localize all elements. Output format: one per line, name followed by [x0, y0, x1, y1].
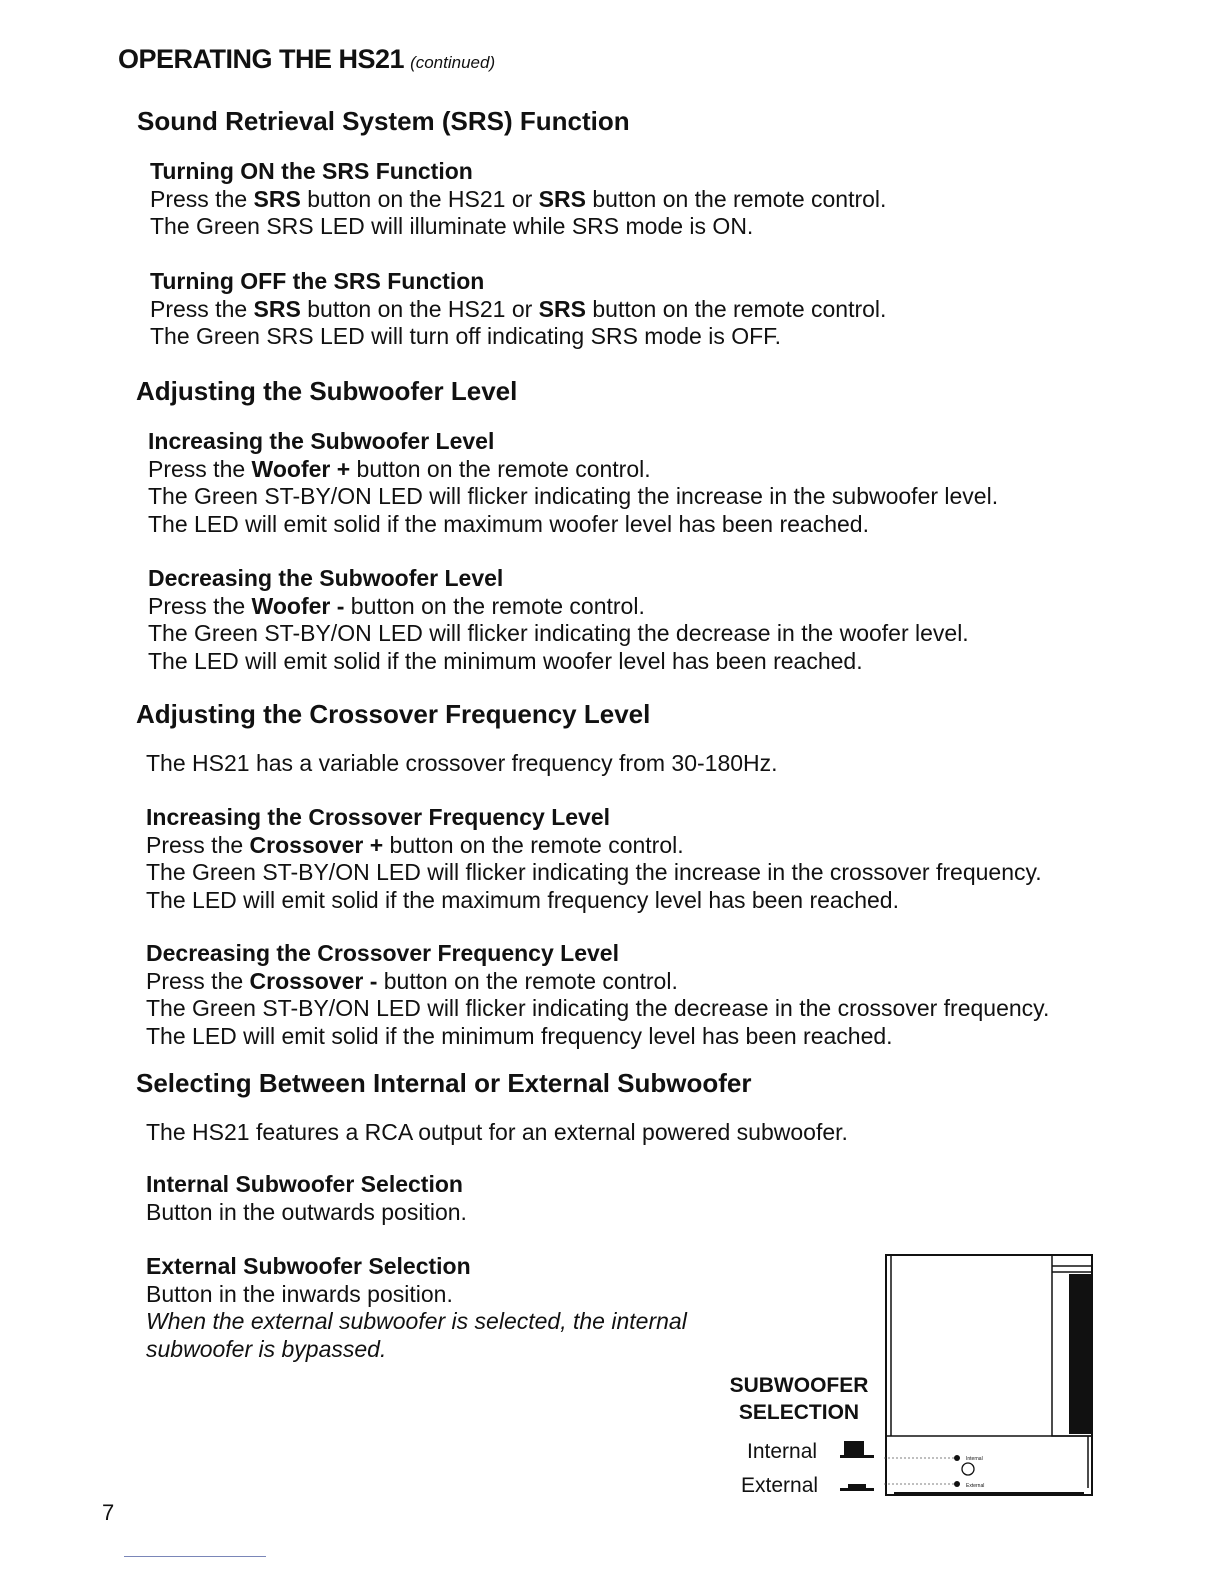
- internal-selection-block: [146, 1171, 467, 1226]
- tiny-internal-label: Internal: [966, 1456, 983, 1462]
- external-option-label: External: [741, 1474, 819, 1497]
- hs21-rear-panel-diagram: [884, 1254, 1096, 1500]
- crossover-intro: The HS21 has a variable crossover frequency from 30-180Hz.: [146, 750, 778, 776]
- page-title: [118, 44, 495, 75]
- internal-selection-title: Internal Subwoofer Selection: [146, 1171, 463, 1197]
- crossover-decrease-line1: Press the Crossover - button on the remote control.: [146, 967, 678, 994]
- crossover-heading: Adjusting the Crossover Frequency Level: [136, 699, 651, 729]
- srs-off-line1: Press the SRS button on the HS21 or SRS button on the remote control.: [150, 295, 887, 322]
- subwoofer-level-heading: Adjusting the Subwoofer Level: [136, 376, 518, 406]
- crossover-increase-block: [146, 804, 1042, 914]
- page-title-text: OPERATING THE HS21: [118, 44, 405, 74]
- cabinet-outline: [886, 1255, 1092, 1495]
- woofer-increase-block: [148, 428, 998, 538]
- selection-intro: The HS21 features a RCA output for an external powered subwoofer.: [146, 1119, 848, 1145]
- woofer-decrease-line1: Press the Woofer - button on the remote control.: [148, 592, 645, 619]
- button-position-icons: [836, 1440, 882, 1500]
- srs-off-block: [150, 268, 886, 351]
- tiny-external-label: External: [966, 1483, 985, 1489]
- selection-heading: Selecting Between Internal or External Subwoofer: [136, 1068, 752, 1098]
- srs-heading: Sound Retrieval System (SRS) Function: [137, 106, 630, 136]
- woofer-increase-line3: The LED will emit solid if the maximum woofer level has been reached.: [148, 510, 869, 537]
- button-inward-icon: [840, 1484, 874, 1491]
- woofer-decrease-line3: The LED will emit solid if the minimum woofer level has been reached.: [148, 647, 863, 674]
- internal-selection-line1: Button in the outwards position.: [146, 1198, 467, 1225]
- srs-on-block: [150, 158, 886, 241]
- crossover-increase-title: Increasing the Crossover Frequency Level: [146, 804, 611, 830]
- continued-note: (continued): [410, 53, 496, 72]
- crossover-decrease-title: Decreasing the Crossover Frequency Level: [146, 940, 619, 966]
- woofer-increase-title: Increasing the Subwoofer Level: [148, 428, 495, 454]
- external-selection-line1: Button in the inwards position.: [146, 1280, 453, 1307]
- external-selection-note1: When the external subwoofer is selected, the internal: [146, 1308, 687, 1334]
- crossover-decrease-block: [146, 940, 1049, 1050]
- woofer-increase-line2: The Green ST-BY/ON LED will flicker indicating the increase in the subwoofer level.: [148, 483, 999, 509]
- external-selection-title: External Subwoofer Selection: [146, 1253, 471, 1279]
- woofer-increase-line1: Press the Woofer + button on the remote control.: [148, 455, 651, 482]
- crossover-increase-line1: Press the Crossover + button on the remote control.: [146, 831, 684, 858]
- srs-on-title: Turning ON the SRS Function: [150, 158, 473, 184]
- woofer-decrease-title: Decreasing the Subwoofer Level: [148, 565, 504, 591]
- footer-rule: [124, 1556, 266, 1557]
- srs-on-line1: Press the SRS button on the HS21 or SRS button on the remote control.: [150, 185, 887, 212]
- srs-off-title: Turning OFF the SRS Function: [150, 268, 485, 294]
- srs-off-line2: The Green SRS LED will turn off indicating SRS mode is OFF.: [150, 323, 782, 349]
- crossover-increase-line2: The Green ST-BY/ON LED will flicker indicating the increase in the crossover frequency.: [146, 859, 1042, 885]
- woofer-decrease-line2: The Green ST-BY/ON LED will flicker indicating the decrease in the woofer level.: [148, 620, 969, 646]
- crossover-decrease-line2: The Green ST-BY/ON LED will flicker indicating the decrease in the crossover frequency.: [146, 995, 1050, 1021]
- external-selection-block: [146, 1253, 687, 1363]
- subwoofer-selection-label: SUBWOOFER SELECTION: [729, 1374, 869, 1424]
- woofer-decrease-block: [148, 565, 969, 675]
- srs-on-line2: The Green SRS LED will illuminate while SRS mode is ON.: [150, 213, 754, 239]
- internal-option-label: Internal: [747, 1440, 818, 1463]
- external-selection-note2: subwoofer is bypassed.: [146, 1335, 387, 1362]
- page-number: 7: [102, 1500, 115, 1525]
- crossover-increase-line3: The LED will emit solid if the maximum frequency level has been reached.: [146, 886, 899, 913]
- side-grille: [1069, 1274, 1091, 1434]
- crossover-decrease-line3: The LED will emit solid if the minimum frequency level has been reached.: [146, 1022, 893, 1049]
- button-outward-icon: [840, 1441, 874, 1458]
- selection-button: [962, 1463, 974, 1475]
